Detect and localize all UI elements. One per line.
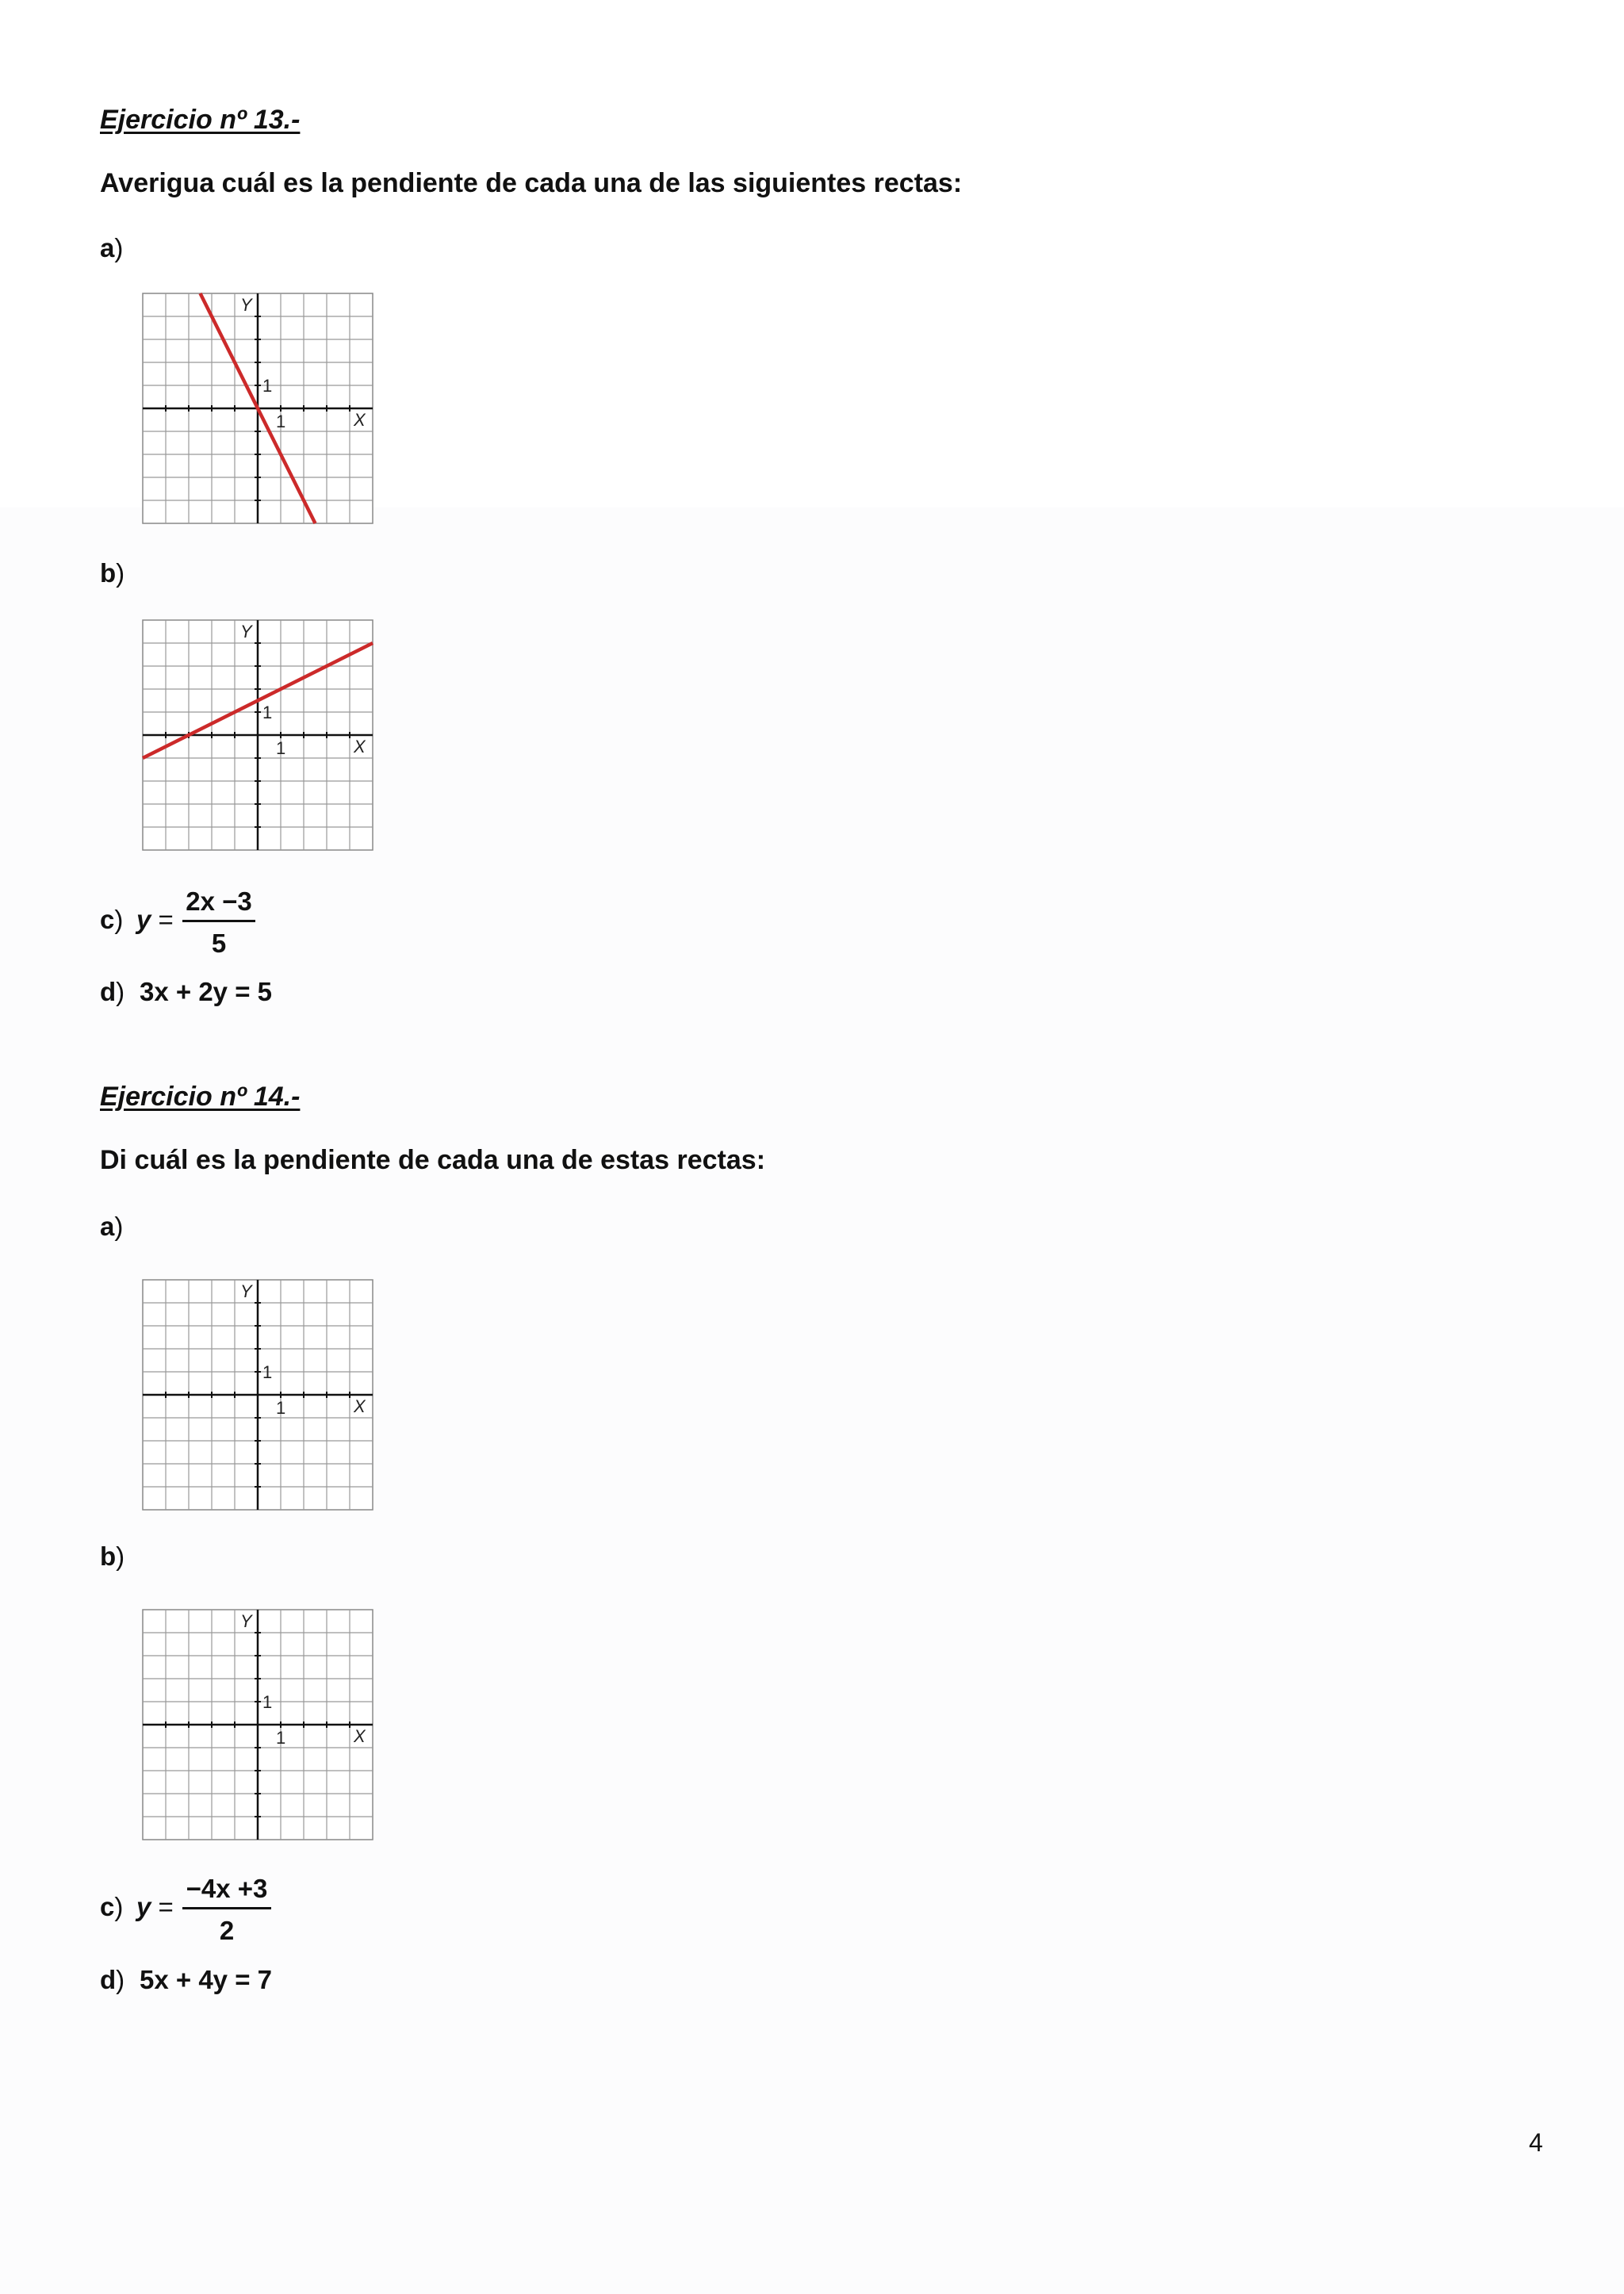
equation-14c-lhs: y =	[136, 1892, 174, 1921]
y-unit-label: 1	[262, 1692, 273, 1712]
item-14d-label: d)	[100, 1965, 125, 1994]
y-unit-label: 1	[262, 703, 273, 722]
exercise-13-heading: Ejercicio nº 13.-	[100, 105, 301, 135]
x-axis-label: X	[354, 1396, 366, 1416]
x-unit-label: 1	[276, 1398, 286, 1418]
item-13b-label: b)	[100, 558, 125, 588]
x-unit-label: 1	[276, 412, 286, 431]
x-axis-label: X	[354, 1726, 366, 1746]
page-number: 4	[1529, 2128, 1543, 2157]
y-axis-label: Y	[240, 622, 252, 641]
graph-13b	[141, 618, 379, 853]
x-axis-label: X	[354, 410, 366, 430]
exercise-14-prompt: Di cuál es la pendiente de cada una de estas rectas:	[100, 1145, 766, 1175]
y-axis-label: Y	[240, 295, 252, 315]
graph-14b	[141, 1608, 379, 1843]
exercise-14-heading: Ejercicio nº 14.-	[100, 1082, 301, 1112]
fraction-14c-numerator: −4x +3	[182, 1874, 271, 1909]
graph-14a	[141, 1278, 379, 1513]
y-unit-label: 1	[262, 376, 273, 396]
x-axis-label: X	[354, 737, 366, 756]
graph-13a	[141, 292, 379, 527]
y-axis-label: Y	[240, 1611, 252, 1631]
fraction-14c	[182, 1874, 271, 1946]
fraction-13c-numerator: 2x −3	[182, 887, 255, 922]
item-13d-label: d)	[100, 977, 125, 1006]
x-unit-label: 1	[276, 1728, 286, 1748]
y-unit-label: 1	[262, 1362, 273, 1382]
fraction-14c-denominator: 2	[219, 1916, 235, 1945]
x-unit-label: 1	[276, 738, 286, 758]
item-14c-label: c)	[100, 1892, 124, 1921]
item-13c-label: c)	[100, 905, 124, 934]
fraction-13c	[182, 887, 255, 959]
y-axis-label: Y	[240, 1281, 252, 1301]
equation-13d: 3x + 2y = 5	[140, 977, 272, 1006]
item-14a-label: a)	[100, 1212, 124, 1241]
item-13a-label: a)	[100, 233, 124, 262]
item-14b-label: b)	[100, 1541, 125, 1571]
equation-13c-lhs: y =	[136, 905, 174, 934]
exercise-13-prompt: Averigua cuál es la pendiente de cada una de las siguientes rectas:	[100, 168, 963, 198]
fraction-13c-denominator: 5	[211, 929, 227, 958]
equation-14d: 5x + 4y = 7	[140, 1965, 272, 1994]
